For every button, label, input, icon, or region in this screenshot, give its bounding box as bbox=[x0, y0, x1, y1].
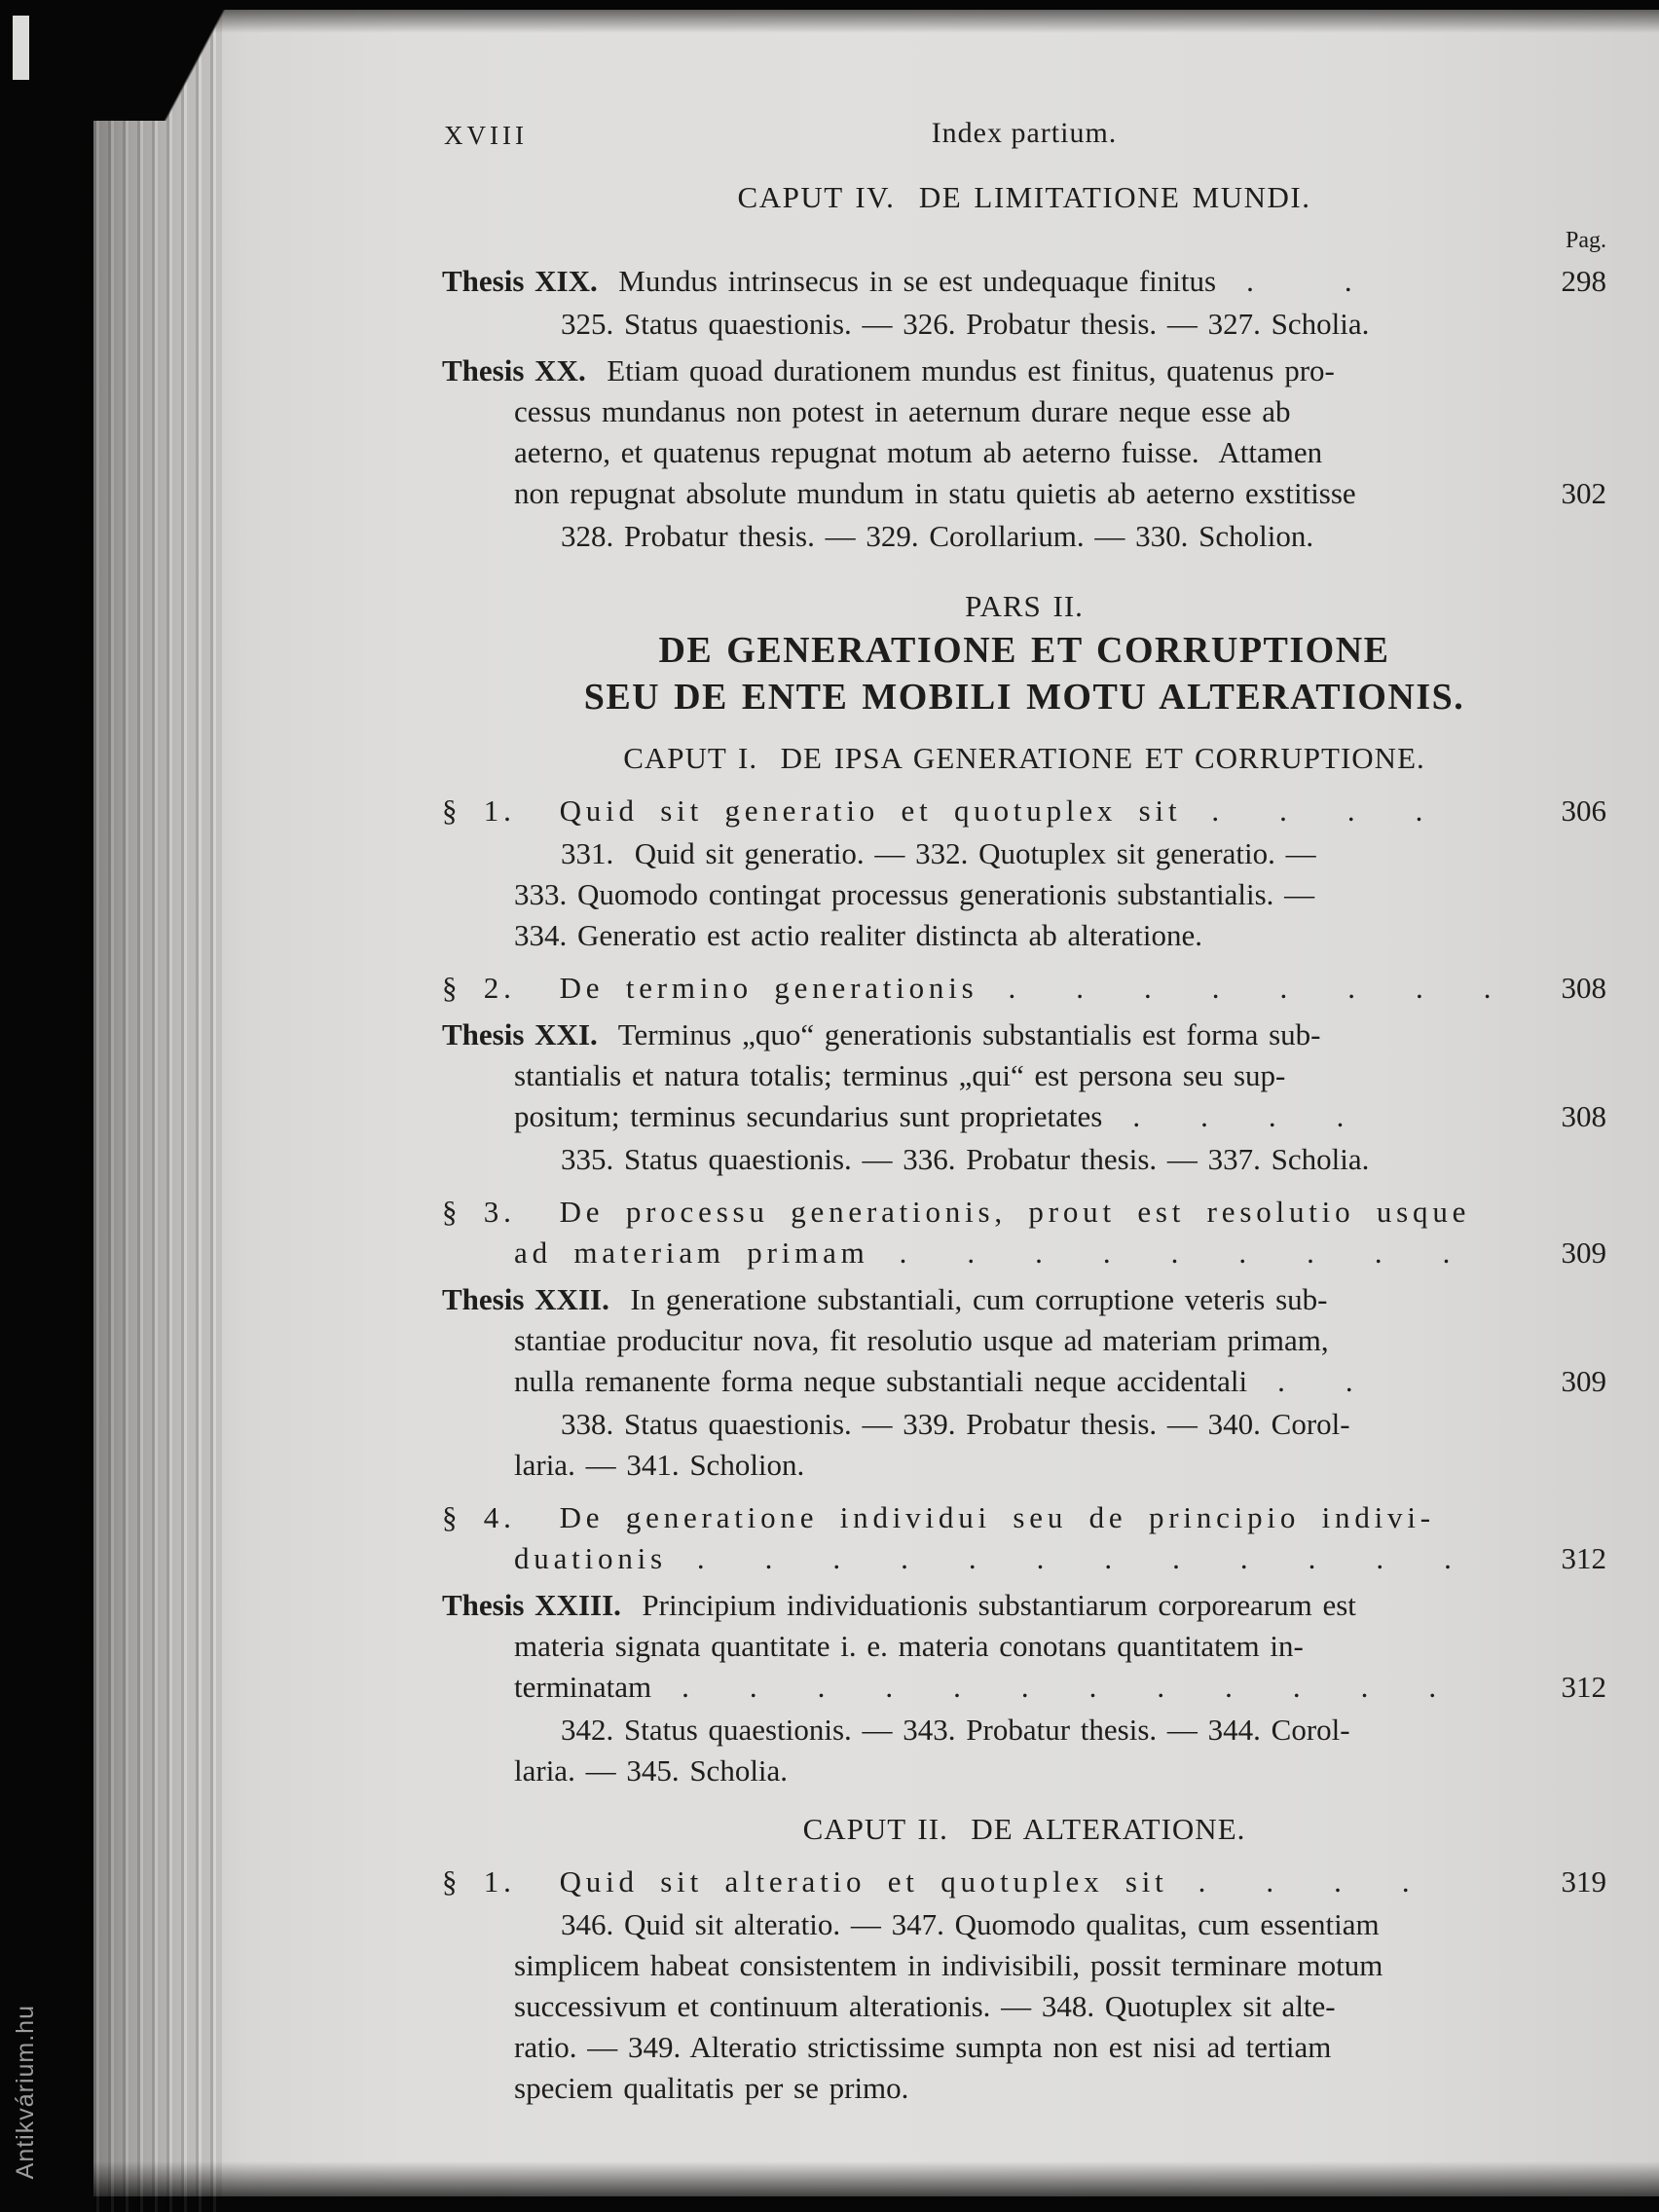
page-content bbox=[442, 113, 1606, 2109]
toc-line-text: 335. Status quaestionis. — 336. Probatur thesis. — 337. Scholia. bbox=[561, 1142, 1370, 1176]
toc-line-text: duationis . . . . . . . . . . . . bbox=[514, 1541, 1452, 1575]
dot-leader: . . . . bbox=[1167, 1864, 1410, 1899]
toc-line-text: simplicem habeat consistentem in indivisibili, possit terminare motum bbox=[514, 1948, 1383, 1982]
toc-line-text: CAPUT I. DE IPSA GENERATIONE ET CORRUPTIONE. bbox=[623, 741, 1425, 775]
toc-line bbox=[442, 226, 1606, 255]
toc-line-text: 342. Status quaestionis. — 343. Probatur thesis. — 344. Corol- bbox=[561, 1713, 1350, 1747]
toc-line-text: aeterno, et quatenus repugnat motum ab aeterno fuisse. Attamen bbox=[514, 435, 1323, 469]
page-number: 308 bbox=[1561, 1099, 1606, 1133]
toc-line-text: Pag. bbox=[1566, 228, 1606, 253]
toc-line bbox=[442, 1904, 1606, 1945]
toc-line bbox=[442, 1667, 1606, 1708]
toc-line-text: positum; terminus secundarius sunt proprietates . . . . bbox=[514, 1099, 1345, 1133]
toc-line bbox=[442, 391, 1606, 432]
page-number: 312 bbox=[1561, 1670, 1606, 1704]
toc-line bbox=[442, 1096, 1606, 1137]
toc-line bbox=[442, 1751, 1606, 1791]
toc-line bbox=[442, 261, 1606, 302]
toc-line bbox=[442, 738, 1606, 779]
toc-line bbox=[442, 968, 1606, 1009]
scan-edge-sliver bbox=[13, 16, 29, 80]
toc-line bbox=[442, 2068, 1606, 2109]
toc-line bbox=[442, 304, 1606, 345]
gutter-shadow-corner bbox=[93, 0, 288, 121]
toc-line bbox=[442, 473, 1606, 514]
toc-line-text: laria. — 345. Scholia. bbox=[514, 1753, 789, 1788]
toc-line-text: non repugnat absolute mundum in statu quietis ab aeterno exstitisse bbox=[514, 476, 1356, 510]
running-title: Index partium. bbox=[931, 117, 1118, 149]
toc-line bbox=[442, 516, 1606, 557]
toc-line bbox=[442, 1279, 1606, 1320]
toc-line-text: SEU DE ENTE MOBILI MOTU ALTERATIONIS. bbox=[583, 677, 1465, 718]
toc-line bbox=[442, 1538, 1606, 1579]
toc-line-text: successivum et continuum alterationis. — 348. Quotuplex sit alte- bbox=[514, 1989, 1336, 2023]
toc-line-text: Thesis XX. Etiam quoad durationem mundus est finitus, quatenus pro- bbox=[442, 353, 1335, 387]
book-page-edges bbox=[93, 0, 222, 2212]
toc-line bbox=[442, 1862, 1606, 1902]
toc-line-text: ad materiam primam . . . . . . . . . bbox=[514, 1235, 1451, 1270]
toc-line-text: terminatam . . . . . . . . . . . . bbox=[514, 1670, 1437, 1704]
dot-leader: . . . . . . . . . bbox=[868, 1235, 1451, 1270]
toc-line bbox=[442, 1233, 1606, 1273]
toc-line-text: 325. Status quaestionis. — 326. Probatur thesis. — 327. Scholia. bbox=[561, 307, 1370, 341]
toc-line-text: 346. Quid sit alteratio. — 347. Quomodo qualitas, cum essentiam bbox=[561, 1907, 1380, 1941]
toc-lines bbox=[442, 177, 1606, 2109]
toc-line-text: § 4. De generatione individui seu de principio indivi- bbox=[442, 1500, 1435, 1534]
toc-line bbox=[442, 1139, 1606, 1180]
toc-line-text: laria. — 341. Scholion. bbox=[514, 1448, 805, 1482]
toc-line-text: speciem qualitatis per se primo. bbox=[514, 2071, 909, 2105]
toc-line bbox=[442, 1404, 1606, 1445]
toc-line-text: § 1. Quid sit alteratio et quotuplex sit . . . . bbox=[442, 1864, 1410, 1899]
watermark: Antikvárium.hu bbox=[12, 2004, 39, 2179]
toc-line-text: § 1. Quid sit generatio et quotuplex sit . . . . bbox=[442, 793, 1423, 828]
dot-leader: . . bbox=[1247, 1364, 1353, 1398]
dot-leader: . . . . . . . . . . . . bbox=[666, 1541, 1452, 1575]
toc-line bbox=[442, 915, 1606, 956]
toc-line bbox=[442, 1986, 1606, 2027]
toc-line bbox=[442, 1320, 1606, 1361]
toc-line-text: Thesis XXIII. Principium individuationis substantiarum corporearum est bbox=[442, 1588, 1356, 1622]
toc-line-text: 331. Quid sit generatio. — 332. Quotuplex sit generatio. — bbox=[561, 836, 1316, 870]
toc-line-text: 328. Probatur thesis. — 329. Corollarium. — 330. Scholion. bbox=[561, 519, 1314, 553]
dot-leader: . . bbox=[1216, 264, 1352, 298]
toc-line-text: 333. Quomodo contingat processus generationis substantialis. — bbox=[514, 877, 1315, 911]
toc-line bbox=[442, 1055, 1606, 1096]
toc-line-text: DE GENERATIONE ET CORRUPTIONE bbox=[658, 630, 1390, 671]
toc-line-text: CAPUT II. DE ALTERATIONE. bbox=[802, 1812, 1246, 1846]
page-number: 298 bbox=[1561, 264, 1606, 298]
toc-line-text: CAPUT IV. DE LIMITATIONE MUNDI. bbox=[737, 180, 1311, 214]
toc-line-text: nulla remanente forma neque substantiali neque accidentali . . bbox=[514, 1364, 1353, 1398]
running-head bbox=[442, 113, 1606, 158]
toc-line bbox=[442, 2027, 1606, 2068]
toc-line bbox=[442, 177, 1606, 218]
page-number: 309 bbox=[1561, 1364, 1606, 1398]
toc-line-text: stantiae producitur nova, fit resolutio usque ad materiam primam, bbox=[514, 1323, 1329, 1357]
toc-line bbox=[442, 1014, 1606, 1055]
page-number: 319 bbox=[1561, 1864, 1606, 1899]
dot-leader: . . . . bbox=[1181, 793, 1423, 828]
toc-line-text: materia signata quantitate i. e. materia conotans quantitatem in- bbox=[514, 1629, 1304, 1663]
dot-leader: . . . . bbox=[1102, 1099, 1345, 1133]
toc-line-text: § 2. De termino generationis . . . . . . . . bbox=[442, 971, 1492, 1005]
toc-line bbox=[442, 1585, 1606, 1626]
page-number: 308 bbox=[1561, 971, 1606, 1005]
toc-line bbox=[442, 791, 1606, 831]
dot-leader: . . . . . . . . bbox=[977, 971, 1492, 1005]
toc-line bbox=[442, 1710, 1606, 1751]
toc-line bbox=[442, 674, 1606, 720]
folio-number: XVIII bbox=[444, 121, 528, 150]
toc-line-text: ratio. — 349. Alteratio strictissime sumpta non est nisi ad tertiam bbox=[514, 2030, 1332, 2064]
toc-line-text: PARS II. bbox=[965, 589, 1084, 623]
toc-line bbox=[442, 874, 1606, 915]
toc-line bbox=[442, 1497, 1606, 1538]
toc-line bbox=[442, 1626, 1606, 1667]
page-number: 302 bbox=[1561, 476, 1606, 510]
dot-leader: . . . . . . . . . . . . bbox=[651, 1670, 1437, 1704]
page-number: 306 bbox=[1561, 793, 1606, 828]
toc-line bbox=[442, 1192, 1606, 1233]
toc-line bbox=[442, 1809, 1606, 1850]
toc-line bbox=[442, 627, 1606, 674]
toc-line bbox=[442, 1445, 1606, 1486]
toc-line-text: Thesis XXI. Terminus „quo“ generationis substantialis est forma sub- bbox=[442, 1017, 1321, 1051]
toc-line bbox=[442, 1945, 1606, 1986]
toc-line-text: Thesis XXII. In generatione substantiali, cum corruptione veteris sub- bbox=[442, 1282, 1328, 1316]
page-number: 309 bbox=[1561, 1235, 1606, 1270]
toc-line-text: 334. Generatio est actio realiter distincta ab alteratione. bbox=[514, 918, 1203, 952]
toc-line-text: Thesis XIX. Mundus intrinsecus in se est undequaque finitus . . bbox=[442, 264, 1352, 298]
toc-line-text: stantialis et natura totalis; terminus „qui“ est persona seu sup- bbox=[514, 1058, 1286, 1092]
toc-line-text: § 3. De processu generationis, prout est resolutio usque bbox=[442, 1195, 1471, 1229]
page-number: 312 bbox=[1561, 1541, 1606, 1575]
toc-line-text: cessus mundanus non potest in aeternum durare neque esse ab bbox=[514, 394, 1291, 428]
toc-line bbox=[442, 833, 1606, 874]
toc-line bbox=[442, 1361, 1606, 1402]
toc-line bbox=[442, 586, 1606, 627]
toc-line bbox=[442, 432, 1606, 473]
toc-line-text: 338. Status quaestionis. — 339. Probatur thesis. — 340. Corol- bbox=[561, 1407, 1350, 1441]
toc-line bbox=[442, 350, 1606, 391]
